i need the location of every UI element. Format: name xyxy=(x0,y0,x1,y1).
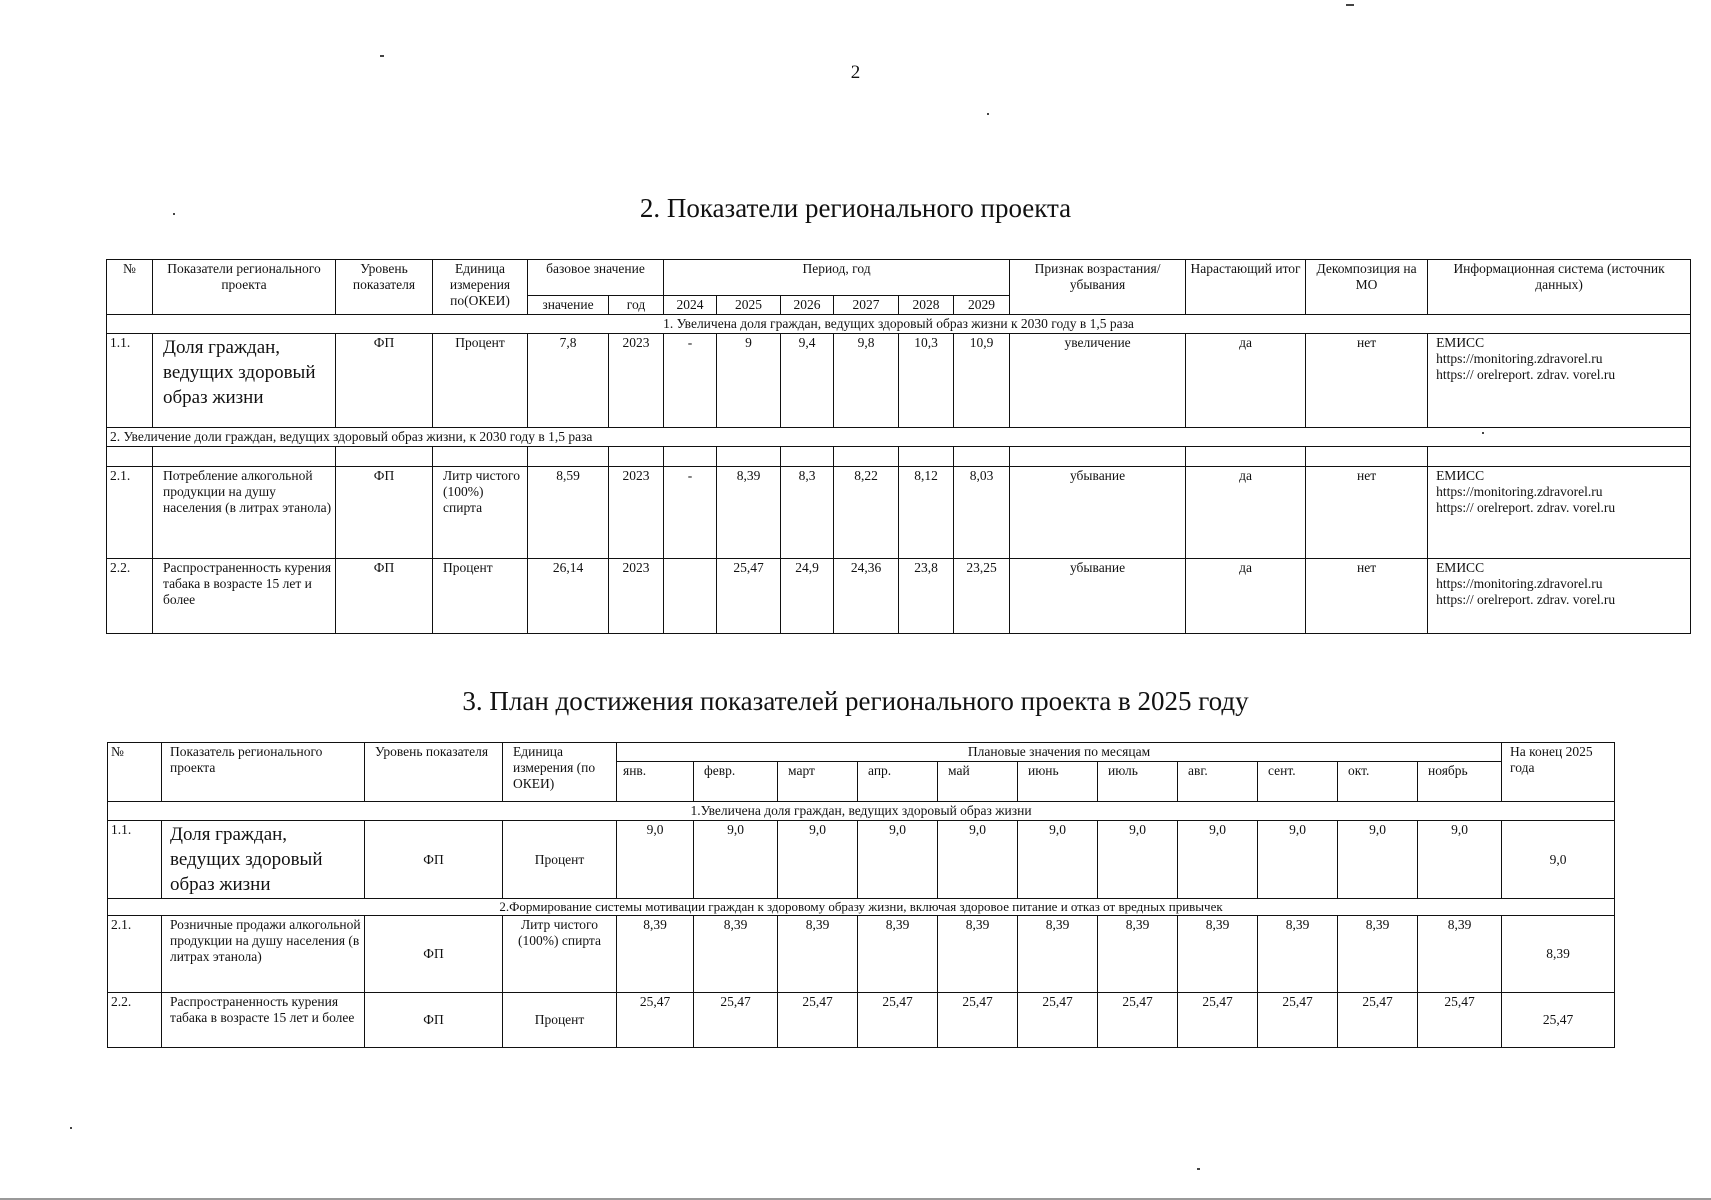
row-base-value: 26,14 xyxy=(528,559,609,634)
row-month-value: 9,0 xyxy=(1098,821,1178,899)
info-source: ЕМИСС xyxy=(1436,560,1485,575)
header-level: Уровень показателя xyxy=(336,260,433,315)
row-month-value: 8,39 xyxy=(694,916,778,993)
row-level: ФП xyxy=(365,821,503,899)
header-year: 2024 xyxy=(664,296,717,315)
row-year-value: 10,9 xyxy=(954,334,1010,428)
row-month-value: 9,0 xyxy=(617,821,694,899)
row-month-value: 25,47 xyxy=(778,993,858,1048)
row-year-value: 9,8 xyxy=(834,334,899,428)
row-unit: Процент xyxy=(433,334,528,428)
header-trend: Признак возрастания/убывания xyxy=(1010,260,1186,315)
row-trend: увеличение xyxy=(1010,334,1186,428)
info-link: https:// orelreport. zdrav. vorel.ru xyxy=(1436,367,1616,382)
row-end-value: 25,47 xyxy=(1502,993,1615,1048)
monthly-plan-table xyxy=(107,742,1615,1048)
info-source: ЕМИСС xyxy=(1436,468,1485,483)
row-cumulative: да xyxy=(1186,334,1306,428)
row-level: ФП xyxy=(365,916,503,993)
row-year-value: 8,3 xyxy=(781,467,834,559)
row-month-value: 25,47 xyxy=(938,993,1018,1048)
row-indicator-name: Распространенность курения табака в возрасте 15 лет и более xyxy=(162,993,365,1048)
group-heading: 1. Увеличена доля граждан, ведущих здоровый образ жизни к 2030 году в 1,5 раза xyxy=(107,315,1691,334)
row-end-value: 8,39 xyxy=(1502,916,1615,993)
row-year-value: 8,12 xyxy=(899,467,954,559)
row-month-value: 25,47 xyxy=(694,993,778,1048)
header-base-year: год xyxy=(609,296,664,315)
row-decomposition: нет xyxy=(1306,467,1428,559)
header-unit: Единица измерения (по ОКЕИ) xyxy=(503,743,617,802)
row-year-value: 24,9 xyxy=(781,559,834,634)
info-link: https:// orelreport. zdrav. vorel.ru xyxy=(1436,592,1616,607)
row-year-value: 23,8 xyxy=(899,559,954,634)
header-year: 2027 xyxy=(834,296,899,315)
header-decomposition: Декомпозиция на МО xyxy=(1306,260,1428,315)
row-month-value: 9,0 xyxy=(858,821,938,899)
header-month: июнь xyxy=(1018,762,1098,802)
header-unit: Единица измерения по(ОКЕИ) xyxy=(433,260,528,315)
row-month-value: 9,0 xyxy=(694,821,778,899)
row-month-value: 25,47 xyxy=(1338,993,1418,1048)
row-month-value: 8,39 xyxy=(1338,916,1418,993)
row-num: 2.1. xyxy=(108,916,162,993)
section2-title: 2. Показатели регионального проекта xyxy=(639,193,1072,223)
row-unit: Процент xyxy=(503,821,617,899)
scan-speck xyxy=(987,113,989,115)
row-month-value: 8,39 xyxy=(617,916,694,993)
row-year-value: 24,36 xyxy=(834,559,899,634)
row-month-value: 25,47 xyxy=(1178,993,1258,1048)
info-link: https://monitoring.zdravorel.ru xyxy=(1436,576,1603,591)
row-month-value: 8,39 xyxy=(858,916,938,993)
header-month: июль xyxy=(1098,762,1178,802)
row-num: 2.2. xyxy=(107,559,153,634)
scan-speck xyxy=(1346,4,1354,6)
row-decomposition: нет xyxy=(1306,334,1428,428)
row-indicator-name: Распространенность курения табака в возрасте 15 лет и более xyxy=(153,559,336,634)
row-month-value: 9,0 xyxy=(1418,821,1502,899)
row-num: 1.1. xyxy=(108,821,162,899)
row-year-value: 8,39 xyxy=(717,467,781,559)
row-year-value: 23,25 xyxy=(954,559,1010,634)
row-cumulative: да xyxy=(1186,559,1306,634)
row-year-value: 9,4 xyxy=(781,334,834,428)
row-month-value: 25,47 xyxy=(858,993,938,1048)
header-end: На конец 2025 года xyxy=(1502,743,1615,802)
row-indicator-name: Доля граждан, ведущих здоровый образ жизни xyxy=(153,334,336,428)
row-base-value: 8,59 xyxy=(528,467,609,559)
row-trend: убывание xyxy=(1010,559,1186,634)
info-link: https:// orelreport. zdrav. vorel.ru xyxy=(1436,500,1616,515)
row-month-value: 25,47 xyxy=(1418,993,1502,1048)
info-source: ЕМИСС xyxy=(1436,335,1485,350)
indicators-table xyxy=(106,259,1691,634)
row-base-value: 7,8 xyxy=(528,334,609,428)
row-indicator-name: Потребление алкогольной продукции на душу населения (в литрах этанола) xyxy=(153,467,336,559)
header-num: № xyxy=(107,260,153,315)
row-month-value: 8,39 xyxy=(1418,916,1502,993)
row-unit: Литр чистого (100%) спирта xyxy=(433,467,528,559)
row-year-value: 9 xyxy=(717,334,781,428)
row-unit: Процент xyxy=(433,559,528,634)
row-unit: Процент xyxy=(503,993,617,1048)
header-info-system: Информационная система (источник данных) xyxy=(1428,260,1691,315)
row-year-value: - xyxy=(664,334,717,428)
row-month-value: 25,47 xyxy=(617,993,694,1048)
row-month-value: 9,0 xyxy=(1178,821,1258,899)
row-num: 2.1. xyxy=(107,467,153,559)
row-year-value: - xyxy=(664,467,717,559)
row-num: 1.1. xyxy=(107,334,153,428)
section3-title: 3. План достижения показателей регионального проекта в 2025 году xyxy=(462,686,1249,716)
row-cumulative: да xyxy=(1186,467,1306,559)
scan-speck xyxy=(70,1127,72,1129)
scan-speck xyxy=(1482,432,1484,434)
row-month-value: 8,39 xyxy=(1018,916,1098,993)
row-month-value: 9,0 xyxy=(1018,821,1098,899)
row-month-value: 25,47 xyxy=(1258,993,1338,1048)
header-indicator: Показатели регионального проекта xyxy=(153,260,336,315)
info-link: https://monitoring.zdravorel.ru xyxy=(1436,351,1603,366)
header-period: Период, год xyxy=(664,260,1010,296)
row-month-value: 9,0 xyxy=(1258,821,1338,899)
row-base-year: 2023 xyxy=(609,559,664,634)
header-year: 2026 xyxy=(781,296,834,315)
row-level: ФП xyxy=(336,334,433,428)
header-level: Уровень показателя xyxy=(365,743,503,802)
header-year: 2025 xyxy=(717,296,781,315)
row-indicator-name: Доля граждан, ведущих здоровый образ жизни xyxy=(162,821,365,899)
header-month: авг. xyxy=(1178,762,1258,802)
row-decomposition: нет xyxy=(1306,559,1428,634)
header-year: 2029 xyxy=(954,296,1010,315)
group-heading: 2.Формирование системы мотивации граждан к здоровому образу жизни, включая здоровое питание и отказ от вредных привычек xyxy=(108,899,1615,916)
row-month-value: 25,47 xyxy=(1098,993,1178,1048)
header-planned: Плановые значения по месяцам xyxy=(617,743,1502,762)
row-info-system xyxy=(1428,467,1691,559)
row-month-value: 9,0 xyxy=(1338,821,1418,899)
header-month: сент. xyxy=(1258,762,1338,802)
header-base: базовое значение xyxy=(528,260,664,296)
header-month: апр. xyxy=(858,762,938,802)
header-year: 2028 xyxy=(899,296,954,315)
row-year-value: 8,22 xyxy=(834,467,899,559)
header-month: ноябрь xyxy=(1418,762,1502,802)
row-info-system xyxy=(1428,334,1691,428)
header-month: февр. xyxy=(694,762,778,802)
header-cumulative: Нарастающий итог xyxy=(1186,260,1306,315)
header-month: янв. xyxy=(617,762,694,802)
row-year-value: 25,47 xyxy=(717,559,781,634)
row-level: ФП xyxy=(336,467,433,559)
group-heading: 2. Увеличение доли граждан, ведущих здоровый образ жизни, к 2030 году в 1,5 раза xyxy=(107,428,1691,447)
scan-speck xyxy=(380,55,384,57)
row-month-value: 8,39 xyxy=(778,916,858,993)
row-month-value: 8,39 xyxy=(1258,916,1338,993)
header-month: окт. xyxy=(1338,762,1418,802)
header-month: март xyxy=(778,762,858,802)
row-month-value: 8,39 xyxy=(1178,916,1258,993)
row-base-year: 2023 xyxy=(609,334,664,428)
row-num: 2.2. xyxy=(108,993,162,1048)
page-number: 2 xyxy=(850,62,861,83)
row-end-value: 9,0 xyxy=(1502,821,1615,899)
row-indicator-name: Розничные продажи алкогольной продукции на душу населения (в литрах этанола) xyxy=(162,916,365,993)
row-level: ФП xyxy=(365,993,503,1048)
row-year-value: 8,03 xyxy=(954,467,1010,559)
row-base-year: 2023 xyxy=(609,467,664,559)
row-info-system xyxy=(1428,559,1691,634)
row-trend: убывание xyxy=(1010,467,1186,559)
header-num: № xyxy=(108,743,162,802)
row-month-value: 9,0 xyxy=(778,821,858,899)
row-month-value: 9,0 xyxy=(938,821,1018,899)
row-level: ФП xyxy=(336,559,433,634)
row-year-value xyxy=(664,559,717,634)
group-heading: 1.Увеличена доля граждан, ведущих здоровый образ жизни xyxy=(108,802,1615,821)
header-indicator: Показатель регионального проекта xyxy=(162,743,365,802)
row-month-value: 25,47 xyxy=(1018,993,1098,1048)
row-month-value: 8,39 xyxy=(938,916,1018,993)
scan-speck xyxy=(173,213,175,215)
info-link: https://monitoring.zdravorel.ru xyxy=(1436,484,1603,499)
scan-speck xyxy=(1197,1168,1200,1170)
header-base-value: значение xyxy=(528,296,609,315)
row-year-value: 10,3 xyxy=(899,334,954,428)
row-month-value: 8,39 xyxy=(1098,916,1178,993)
row-unit: Литр чистого (100%) спирта xyxy=(503,916,617,993)
header-month: май xyxy=(938,762,1018,802)
